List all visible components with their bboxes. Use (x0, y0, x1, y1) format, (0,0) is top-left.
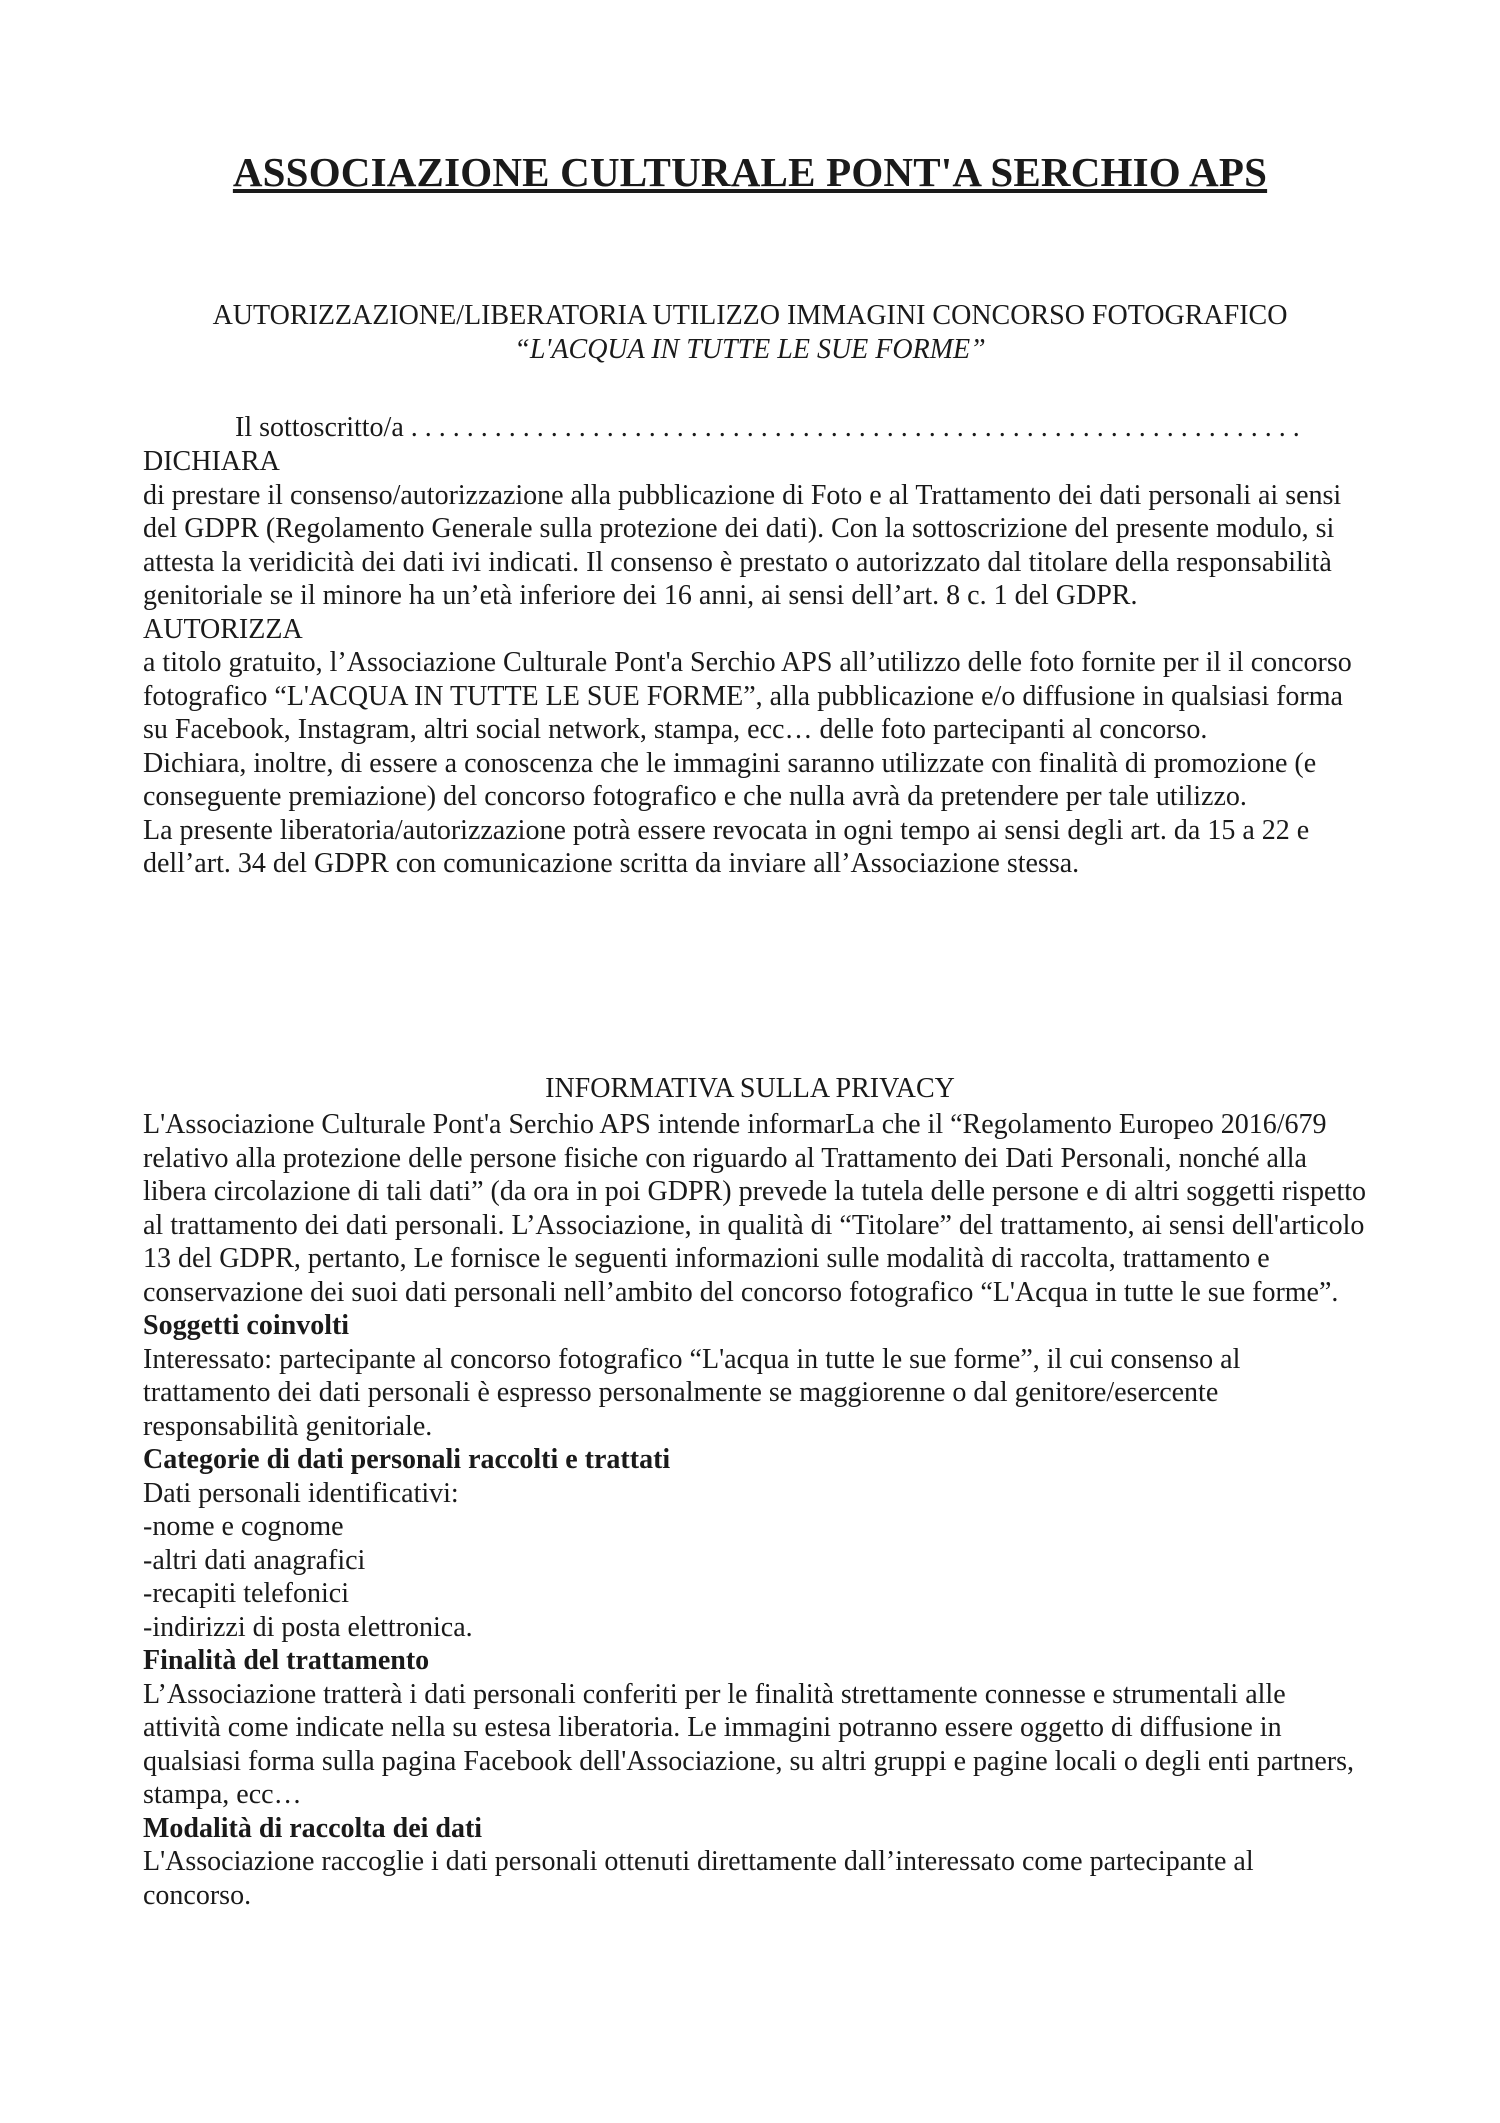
finalita-heading: Finalità del trattamento (143, 1645, 430, 1676)
document-subtitle: AUTORIZZAZIONE/LIBERATORIA UTILIZZO IMMAGINI CONCORSO FOTOGRAFICO (212, 300, 1288, 331)
privacy-section (143, 1108, 1368, 1912)
signer-field[interactable] (235, 412, 1365, 444)
contest-name: “L'ACQUA IN TUTTE LE SUE FORME” (514, 334, 986, 365)
list-item: -recapiti telefonici (143, 1578, 349, 1609)
list-item: -altri dati anagrafici (143, 1544, 366, 1576)
categorie-heading: Categorie di dati personali raccolti e trattati (143, 1444, 671, 1475)
revocation-paragraph: La presente liberatoria/autorizzazione potrà essere revocata in ogni tempo ai sensi degli art. da 15 a 22 e dell’art. 34 del GDPR con comunicazione scritta da inviare all’Associazione stessa. (143, 814, 1310, 879)
awareness-paragraph: Dichiara, inoltre, di essere a conoscenza che le immagini saranno utilizzate con finalità di promozione (e conseguente premiazione) del concorso fotografico e che nulla avrà da pretendere per tale utilizzo. (143, 747, 1317, 812)
privacy-heading: INFORMATIVA SULLA PRIVACY (545, 1073, 955, 1104)
dichiara-heading: DICHIARA (143, 446, 280, 477)
modalita-heading: Modalità di raccolta dei dati (143, 1812, 483, 1844)
list-item: -nome e cognome (143, 1511, 344, 1542)
modalita-text: L'Associazione raccoglie i dati personali ottenuti direttamente dall’interessato come partecipante al concorso. (143, 1846, 1254, 1911)
finalita-text: L’Associazione tratterà i dati personali conferiti per le finalità strettamente connesse e strumentali alle attività come indicate nella su estesa liberatoria. Le immagini potranno essere oggetto di diffusione in qualsiasi forma sulla pagina Facebook dell'Associazione, su altri gruppi e pagine locali o degli enti partners, stampa, ecc… (143, 1678, 1355, 1810)
privacy-intro: L'Associazione Culturale Pont'a Serchio APS intende informarLa che il “Regolamento Europeo 2016/679 relativo alla protezione delle persone fisiche con riguardo al Trattamento dei Dati Personali, nonché alla libera circolazione di tali dati” (da ora in poi GDPR) prevede la tutela delle persone e di altri soggetti rispetto al trattamento dei dati personali. L’Associazione, in qualità di “Titolare” del trattamento, ai sensi dell'articolo 13 del GDPR, pertanto, Le fornisce le seguenti informazioni sulle modalità di raccolta, trattamento e conservazione dei suoi dati personali nell’ambito del concorso fotografico “L'Acqua in tutte le sue forme”. (143, 1109, 1367, 1308)
soggetti-text: Interessato: partecipante al concorso fotografico “L'acqua in tutte le sue forme”, il cui consenso al trattamento dei dati personali è espresso personalmente se maggiorenne o dal genitore/esercente responsabilità genitoriale. (143, 1343, 1241, 1442)
autorizza-text: a titolo gratuito, l’Associazione Culturale Pont'a Serchio APS all’utilizzo delle foto fornite per il il concorso fotografico “L'ACQUA IN TUTTE LE SUE FORME”, alla pubblicazione e/o diffusione in qualsiasi forma su Facebook, Instagram, altri social network, stampa, ecc… delle foto partecipanti al concorso. (143, 647, 1352, 745)
categorie-intro: Dati personali identificativi: (143, 1477, 459, 1509)
list-item: -indirizzi di posta elettronica. (143, 1611, 473, 1643)
signer-dotted-line: . . . . . . . . . . . . . . . . . . . . . . . . . . . . . . . . . . . . . . . . . . . . . . . . . . . . . . . . . . . . . . . . (403, 412, 1300, 443)
soggetti-heading: Soggetti coinvolti (143, 1310, 350, 1341)
page-title: ASSOCIAZIONE CULTURALE PONT'A SERCHIO APS (232, 149, 1268, 195)
dichiara-text: di prestare il consenso/autorizzazione alla pubblicazione di Foto e al Trattamento dei dati personali ai sensi del GDPR (Regolamento Generale sulla protezione dei dati). Con la sottoscrizione del presente modulo, si attesta la veridicità dei dati ivi indicati. Il consenso è prestato o autorizzato dal titolare della responsabilità genitoriale se il minore ha un’età inferiore dei 16 anni, ai sensi dell’art. 8 c. 1 del GDPR. (143, 479, 1342, 611)
declaration-section (143, 445, 1368, 881)
autorizza-heading: AUTORIZZA (143, 613, 303, 645)
signer-label: Il sottoscritto/a (235, 412, 404, 443)
